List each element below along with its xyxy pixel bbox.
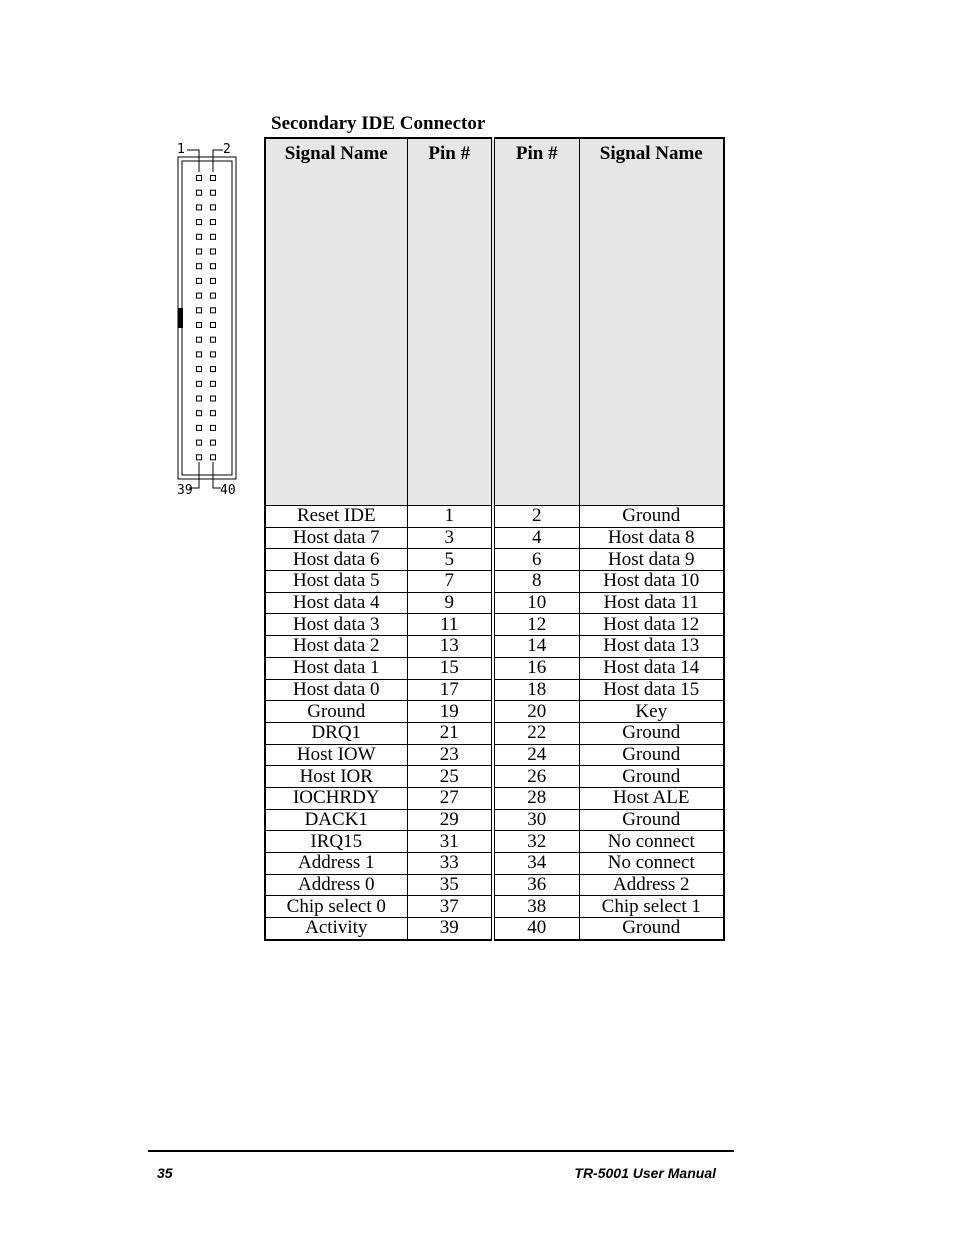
pin-pad [197,396,202,401]
signal-name-cell: Ground [579,918,724,940]
pin-number-cell: 29 [407,809,493,831]
pin-number-cell: 7 [407,571,493,593]
pin-pad [211,455,216,460]
pin-number-cell: 40 [493,918,579,940]
manual-title: TR-5001 User Manual [574,1165,716,1181]
pin-number-cell: 3 [407,527,493,549]
pin-pad [197,308,202,313]
pin-number-cell: 34 [493,853,579,875]
table-row [265,766,724,788]
table-row [265,549,724,571]
pin-number-cell: 30 [493,809,579,831]
signal-name-cell: Host data 0 [265,679,407,701]
pin-number-cell: 9 [407,592,493,614]
footer-rule [148,1150,734,1152]
pin-number-cell: 8 [493,571,579,593]
pin-pad [211,205,216,210]
pin-pad [197,352,202,357]
col-header-pin: Pin # [407,138,493,506]
table-row [265,809,724,831]
signal-name-cell: Activity [265,918,407,940]
table-row [265,874,724,896]
signal-name-cell: Ground [579,766,724,788]
signal-name-cell: Host data 5 [265,571,407,593]
signal-name-cell: No connect [579,853,724,875]
signal-name-cell: Ground [579,722,724,744]
pin-number-cell: 33 [407,853,493,875]
pin-pad [197,425,202,430]
pin-number-cell: 35 [407,874,493,896]
pin-39-label: 39 [177,483,193,498]
signal-name-cell: Chip select 0 [265,896,407,918]
signal-name-cell: DRQ1 [265,722,407,744]
pin-number-cell: 23 [407,744,493,766]
signal-name-cell: Address 1 [265,853,407,875]
signal-name-cell: Host IOW [265,744,407,766]
signal-name-cell: Host data 11 [579,592,724,614]
pin-pad [197,264,202,269]
pin-number-cell: 37 [407,896,493,918]
pin-number-cell: 19 [407,701,493,723]
pin-table [264,137,725,941]
col-header-signal-name: Signal Name [265,138,407,506]
pin-pad [197,205,202,210]
pin-pad [211,352,216,357]
table-row [265,657,724,679]
table-row [265,896,724,918]
pin-pad [197,367,202,372]
pin-pad [197,176,202,181]
pin-number-cell: 1 [407,506,493,528]
signal-name-cell: Host data 1 [265,657,407,679]
signal-name-cell: Address 2 [579,874,724,896]
pin-pad [211,176,216,181]
signal-name-cell: Host data 7 [265,527,407,549]
table-row [265,853,724,875]
signal-name-cell: No connect [579,831,724,853]
pin-pad [211,234,216,239]
pin-number-cell: 14 [493,636,579,658]
table-row [265,787,724,809]
signal-name-cell: Host data 12 [579,614,724,636]
signal-name-cell: DACK1 [265,809,407,831]
table-row [265,831,724,853]
pin-pad [197,323,202,328]
pin-number-cell: 17 [407,679,493,701]
signal-name-cell: Ground [579,809,724,831]
col-header-pin: Pin # [493,138,579,506]
table-row [265,527,724,549]
signal-name-cell: Host data 9 [579,549,724,571]
pin-number-cell: 6 [493,549,579,571]
signal-name-cell: Ground [579,744,724,766]
pin-number-cell: 15 [407,657,493,679]
pin-number-cell: 21 [407,722,493,744]
pin-number-cell: 4 [493,527,579,549]
pin-pad [197,190,202,195]
pin-pad [197,220,202,225]
signal-name-cell: Host data 4 [265,592,407,614]
signal-name-cell: Address 0 [265,874,407,896]
page-number: 35 [157,1165,173,1181]
table-row [265,506,724,528]
pin-pad [197,455,202,460]
pin-40-label: 40 [220,483,236,498]
pin-pad [211,367,216,372]
pin-pad [197,278,202,283]
section-title: Secondary IDE Connector [271,113,486,134]
pin-number-cell: 31 [407,831,493,853]
pin-number-cell: 36 [493,874,579,896]
pin-number-cell: 32 [493,831,579,853]
signal-name-cell: Host data 10 [579,571,724,593]
signal-name-cell: IOCHRDY [265,787,407,809]
table-row [265,918,724,940]
pin-number-cell: 2 [493,506,579,528]
pin-pad [197,440,202,445]
pin-number-cell: 16 [493,657,579,679]
signal-name-cell: Host data 13 [579,636,724,658]
table-row [265,744,724,766]
pin-pad [211,190,216,195]
pin-number-cell: 38 [493,896,579,918]
signal-name-cell: Ground [579,506,724,528]
pin-pad [211,278,216,283]
signal-name-cell: Reset IDE [265,506,407,528]
signal-name-cell: IRQ15 [265,831,407,853]
pin-pad [211,264,216,269]
pin-pad [211,411,216,416]
connector-diagram [175,142,241,502]
pin-number-cell: 5 [407,549,493,571]
pin-number-cell: 27 [407,787,493,809]
pin-pad [211,323,216,328]
signal-name-cell: Host IOR [265,766,407,788]
signal-name-cell: Host data 3 [265,614,407,636]
signal-name-cell: Chip select 1 [579,896,724,918]
signal-name-cell: Host data 15 [579,679,724,701]
pin-pad [211,440,216,445]
pin-pad [211,381,216,386]
pin-pad [197,249,202,254]
pin-pad [211,220,216,225]
table-row [265,592,724,614]
pin-number-cell: 22 [493,722,579,744]
signal-name-cell: Key [579,701,724,723]
table-row [265,701,724,723]
table-row [265,722,724,744]
pin-pad [211,308,216,313]
pin-number-cell: 28 [493,787,579,809]
signal-name-cell: Host data 6 [265,549,407,571]
pin-pad [197,411,202,416]
pin-pad [197,381,202,386]
pin-number-cell: 25 [407,766,493,788]
pin-pad [197,234,202,239]
pin-number-cell: 10 [493,592,579,614]
pin-pad [211,337,216,342]
pin-pad [197,337,202,342]
signal-name-cell: Host ALE [579,787,724,809]
header-row [265,138,724,506]
table-row [265,571,724,593]
col-header-signal-name: Signal Name [579,138,724,506]
pin-number-cell: 18 [493,679,579,701]
pin-number-cell: 12 [493,614,579,636]
table-row [265,636,724,658]
pin-pad [211,425,216,430]
table-row [265,679,724,701]
pin-pad [211,293,216,298]
pin-number-cell: 39 [407,918,493,940]
signal-name-cell: Host data 14 [579,657,724,679]
pin-number-cell: 26 [493,766,579,788]
pin-pad [211,396,216,401]
pin-2-label: 2 [223,142,231,157]
pin-1-label: 1 [177,142,185,157]
pin-pad [211,249,216,254]
signal-name-cell: Host data 2 [265,636,407,658]
connector-header-icon [175,142,241,502]
pin-number-cell: 20 [493,701,579,723]
signal-name-cell: Ground [265,701,407,723]
pin-number-cell: 24 [493,744,579,766]
signal-name-cell: Host data 8 [579,527,724,549]
table-row [265,614,724,636]
pin-pad [197,293,202,298]
pin-number-cell: 11 [407,614,493,636]
pin-number-cell: 13 [407,636,493,658]
